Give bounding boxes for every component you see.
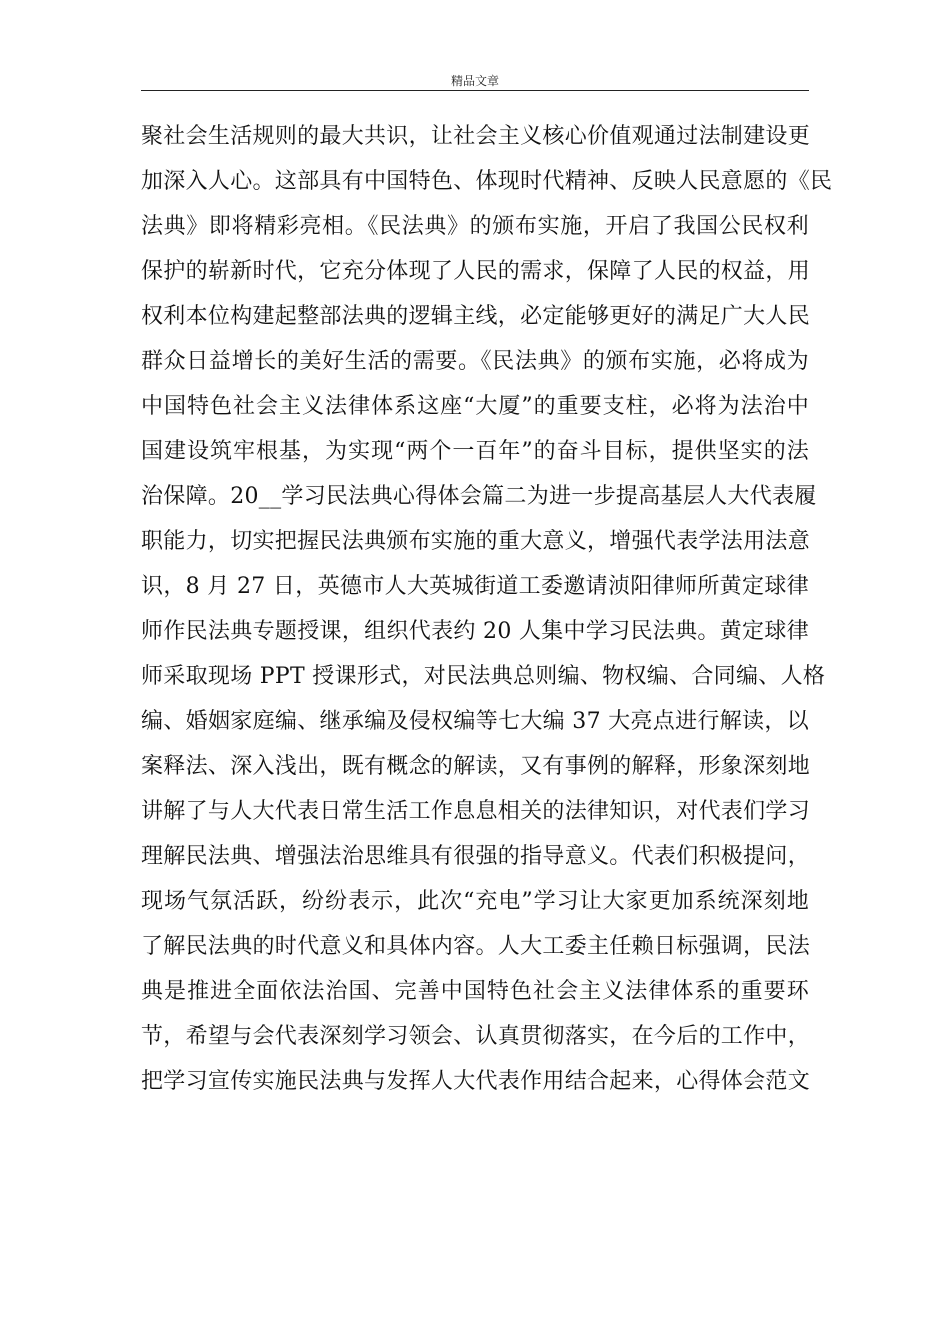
body-line: 治保障。20__学习民法典心得体会篇二为进一步提高基层人大代表履 bbox=[141, 484, 817, 509]
body-line: 保护的崭新时代，它充分体现了人民的需求，保障了人民的权益，用 bbox=[141, 259, 811, 284]
body-line: 了解民法典的时代意义和具体内容。人大工委主任赖日标强调，民法 bbox=[141, 934, 811, 959]
body-line: 职能力，切实把握民法典颁布实施的重大意义，增强代表学法用法意 bbox=[141, 529, 811, 554]
body-line: 案释法、深入浅出，既有概念的解读，又有事例的解释，形象深刻地 bbox=[141, 754, 811, 779]
body-line: 师采取现场 PPT 授课形式，对民法典总则编、物权编、合同编、人格 bbox=[141, 664, 826, 689]
body-line: 国建设筑牢根基，为实现“两个一百年”的奋斗目标，提供坚实的法 bbox=[141, 439, 809, 464]
body-line: 师作民法典专题授课，组织代表约 20 人集中学习民法典。黄定球律 bbox=[141, 619, 809, 644]
body-line: 法典》即将精彩亮相。《民法典》的颁布实施，开启了我国公民权利 bbox=[141, 214, 809, 239]
body-line: 现场气氛活跃，纷纷表示，此次“充电”学习让大家更加系统深刻地 bbox=[141, 889, 809, 914]
body-line: 中国特色社会主义法律体系这座“大厦”的重要支柱，必将为法治中 bbox=[141, 394, 809, 419]
body-line: 权利本位构建起整部法典的逻辑主线，必定能够更好的满足广大人民 bbox=[141, 304, 811, 329]
body-line: 群众日益增长的美好生活的需要。《民法典》的颁布实施，必将成为 bbox=[141, 349, 809, 374]
header-divider bbox=[141, 90, 809, 91]
body-line: 把学习宣传实施民法典与发挥人大代表作用结合起来，心得体会范文 bbox=[141, 1069, 811, 1094]
body-line: 节，希望与会代表深刻学习领会、认真贯彻落实，在今后的工作中， bbox=[141, 1024, 811, 1049]
body-line: 编、婚姻家庭编、继承编及侵权编等七大编 37 大亮点进行解读，以 bbox=[141, 709, 809, 734]
body-line: 理解民法典、增强法治思维具有很强的指导意义。代表们积极提问， bbox=[141, 844, 811, 869]
body-line: 加深入人心。这部具有中国特色、体现时代精神、反映人民意愿的《民 bbox=[141, 169, 833, 194]
body-line: 识，8 月 27 日，英德市人大英城街道工委邀请浈阳律师所黄定球律 bbox=[141, 574, 809, 599]
body-line: 典是推进全面依法治国、完善中国特色社会主义法律体系的重要环 bbox=[141, 979, 809, 1004]
body-line: 讲解了与人大代表日常生活工作息息相关的法律知识，对代表们学习 bbox=[141, 799, 811, 824]
body-line: 聚社会生活规则的最大共识，让社会主义核心价值观通过法制建设更 bbox=[141, 124, 811, 149]
page-header-title: 精品文章 bbox=[450, 74, 499, 88]
article-body bbox=[141, 114, 833, 1104]
